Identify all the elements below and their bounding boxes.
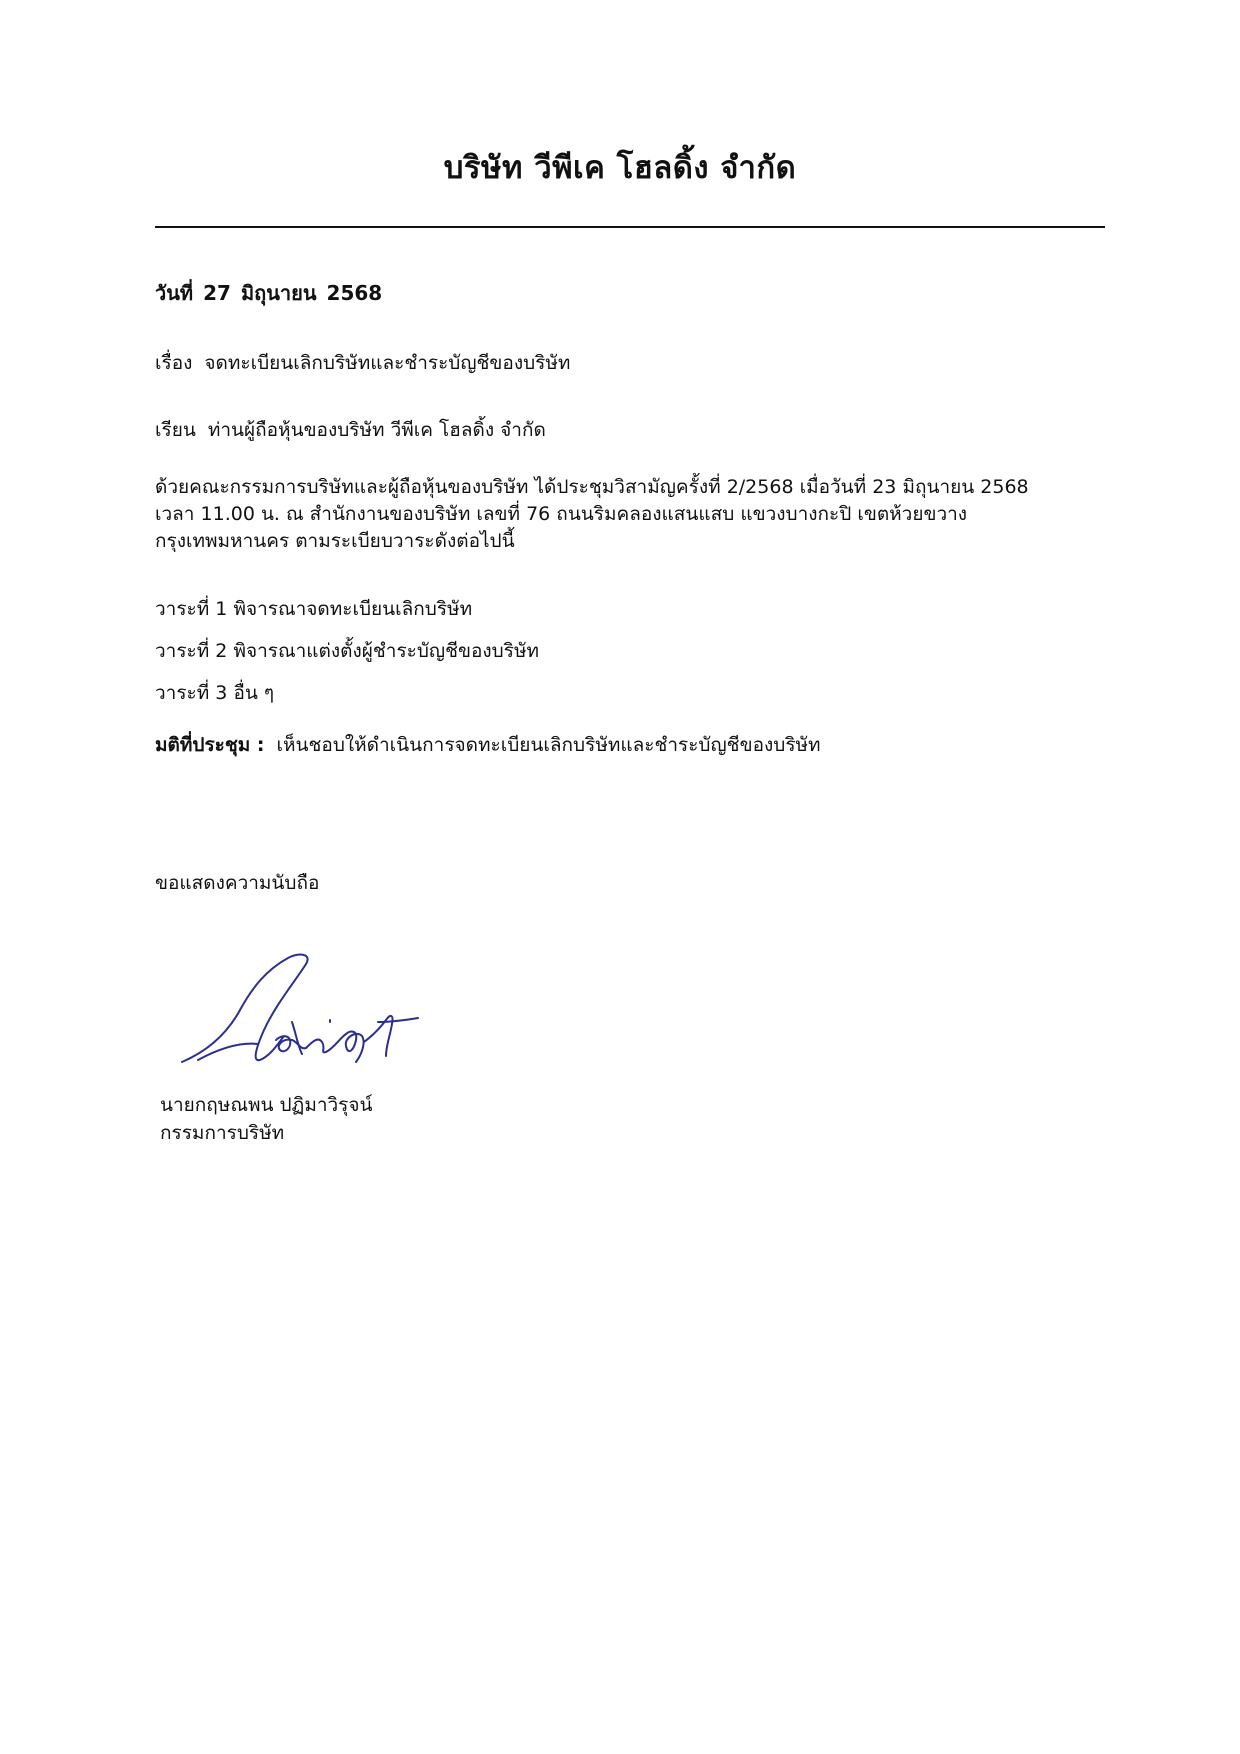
letter-date <box>155 280 382 306</box>
subject-label: เรื่อง <box>155 352 193 374</box>
body-paragraph <box>155 474 1115 555</box>
resolution-label: มติที่ประชุม : <box>155 734 265 756</box>
signer-name: นายกฤษณพน ปฏิมาวิรุจน์ <box>160 1094 373 1116</box>
agenda-item: วาระที่ 1 พิจารณาจดทะเบียนเลิกบริษัท <box>155 598 473 620</box>
meeting-resolution <box>155 732 821 758</box>
date-year: 2568 <box>326 281 383 305</box>
signer-title: กรรมการบริษัท <box>160 1122 285 1144</box>
resolution-text: เห็นชอบให้ดำเนินการจดทะเบียนเลิกบริษัทและชำระบัญชีของบริษัท <box>276 734 821 756</box>
body-line: กรุงเทพมหานคร ตามระเบียบวาระดังต่อไปนี้ <box>155 530 515 552</box>
agenda-item: วาระที่ 3 อื่น ๆ <box>155 682 275 704</box>
subject-text: จดทะเบียนเลิกบริษัทและชำระบัญชีของบริษัท <box>204 352 571 374</box>
date-label: วันที่ <box>155 281 194 305</box>
company-name-heading: บริษัท วีพีเค โฮลดิ้ง จำกัด <box>443 150 797 186</box>
salutation-text: ท่านผู้ถือหุ้นของบริษัท วีพีเค โฮลดิ้ง จำกัด <box>207 419 546 441</box>
salutation-label: เรียน <box>155 419 196 441</box>
date-day: 27 <box>203 281 231 305</box>
subject-line <box>155 350 570 376</box>
body-line: ด้วยคณะกรรมการบริษัทและผู้ถือหุ้นของบริษัท ได้ประชุมวิสามัญครั้งที่ 2/2568 เมื่อวันที่ 23 มิถุนายน 2568 <box>155 476 1029 498</box>
agenda-list <box>155 596 539 722</box>
closing-phrase: ขอแสดงความนับถือ <box>155 872 320 894</box>
date-month: มิถุนายน <box>240 281 317 305</box>
body-line: เวลา 11.00 น. ณ สำนักงานของบริษัท เลขที่ 76 ถนนริมคลองแสนแสบ แขวงบางกะปิ เขตห้วยขวาง <box>155 503 968 525</box>
agenda-item: วาระที่ 2 พิจารณาแต่งตั้งผู้ชำระบัญชีของบริษัท <box>155 640 539 662</box>
header-divider <box>155 226 1105 228</box>
salutation-line <box>155 417 546 443</box>
handwritten-signature <box>180 950 420 1080</box>
